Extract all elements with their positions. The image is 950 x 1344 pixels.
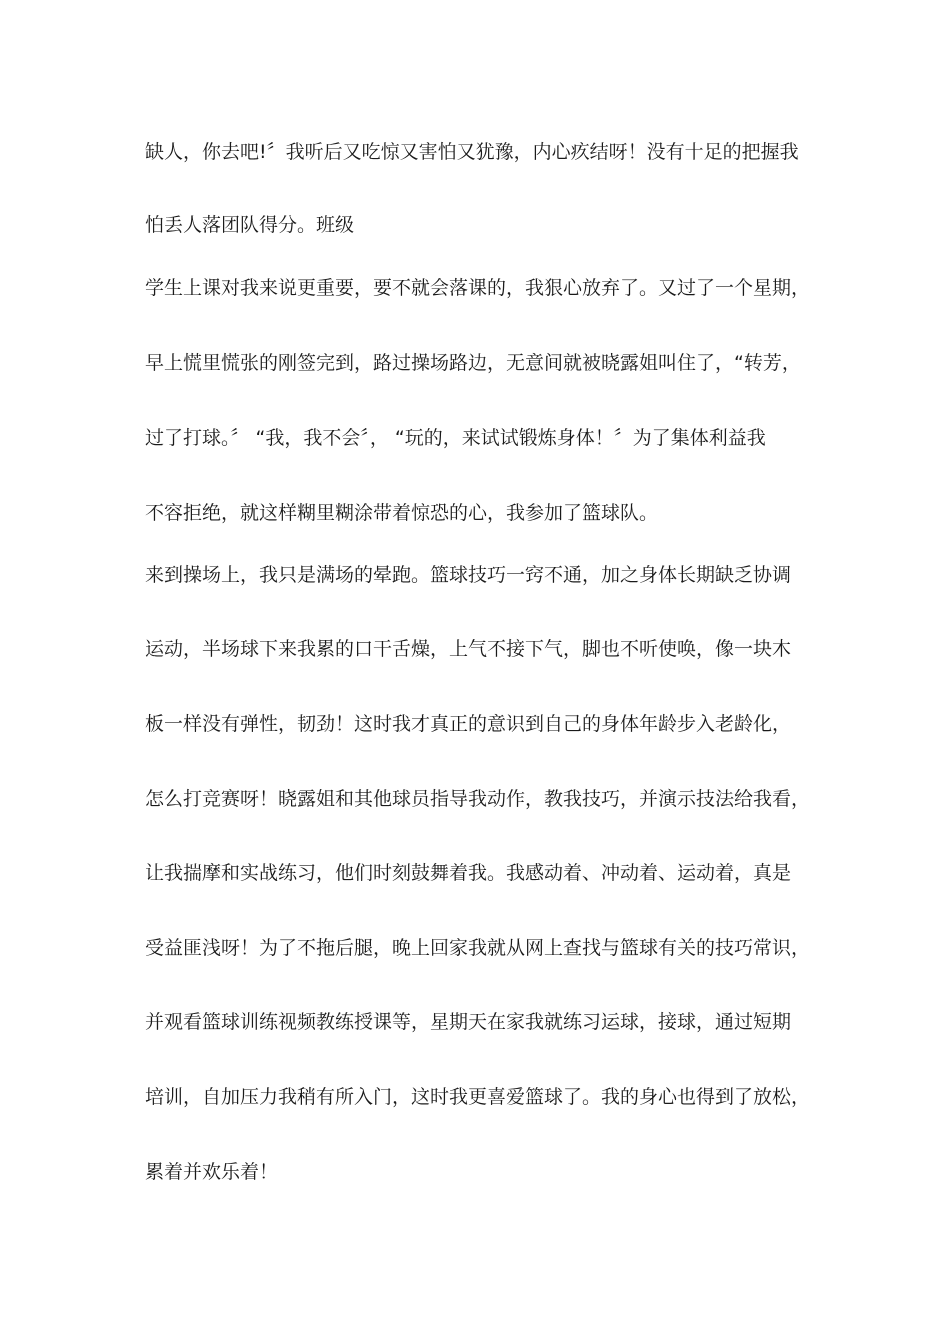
text-line-3: 学生上课对我来说更重要，要不就会落课的，我狠心放弃了。又过了一个星期， [145,277,811,299]
text-line-12: 受益匪浅呀！为了不拖后腿，晚上回家我就从网上查找与篮球有关的技巧常识， [145,937,811,959]
text-line-11: 让我揣摩和实战练习，他们时刻鼓舞着我。我感动着、冲动着、运动着，真是 [145,862,792,884]
text-line-7: 来到操场上，我只是满场的晕跑。篮球技巧一窍不通，加之身体长期缺乏协调 [145,564,792,586]
text-line-8: 运动，半场球下来我累的口干舌燥，上气不接下气，脚也不听使唤，像一块木 [145,638,792,660]
text-line-1: 缺人，你去吧!〞我听后又吃惊又害怕又犹豫，内心疚结呀！没有十足的把握我 [145,141,799,163]
text-line-2: 怕丢人落团队得分。班级 [145,214,355,236]
text-line-10: 怎么打竞赛呀！晓露姐和其他球员指导我动作，教我技巧，并演示技法给我看， [145,788,811,810]
text-line-9: 板一样没有弹性，韧劲！这时我才真正的意识到自己的身体年龄步入老龄化， [145,713,792,735]
text-line-13: 并观看篮球训练视频教练授课等，星期天在家我就练习运球，接球，通过短期 [145,1011,792,1033]
text-line-6: 不容拒绝，就这样糊里糊涂带着惊恐的心，我参加了篮球队。 [145,502,659,524]
text-line-5: 过了打球。〞 “我，我不会〞， “玩的，来试试锻炼身体！〞为了集体利益我 [145,427,766,449]
text-line-14: 培训，自加压力我稍有所入门，这时我更喜爱篮球了。我的身心也得到了放松， [145,1086,811,1108]
text-line-15: 累着并欢乐着！ [145,1161,279,1183]
text-line-4: 早上慌里慌张的刚签完到，路过操场路边，无意间就被晓露姐叫住了，“转芳， [145,352,801,374]
